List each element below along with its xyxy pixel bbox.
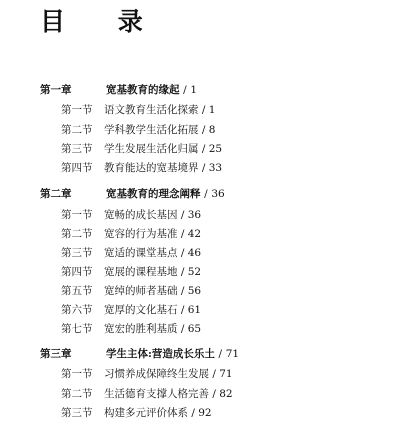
section-3-2-entry bbox=[61, 387, 233, 401]
section-number: 第一节 bbox=[61, 368, 93, 380]
page-number: 36 bbox=[211, 188, 225, 200]
page-separator: / bbox=[180, 304, 185, 316]
chapter-title: 宽基教育的理念阐释 bbox=[106, 188, 201, 200]
section-2-5-entry bbox=[61, 284, 201, 298]
page-number: 71 bbox=[225, 348, 240, 360]
section-number: 第四节 bbox=[61, 162, 93, 174]
section-number: 第四节 bbox=[61, 266, 93, 278]
chapter-number: 第一章 bbox=[40, 84, 72, 96]
section-2-1-entry bbox=[61, 208, 201, 222]
chapter-2-entry bbox=[40, 187, 225, 201]
section-number: 第三节 bbox=[61, 407, 93, 419]
page-number: 82 bbox=[219, 388, 233, 400]
page-number: 65 bbox=[187, 323, 202, 335]
page-separator: / bbox=[180, 247, 185, 259]
section-number: 第一节 bbox=[61, 104, 93, 116]
page-separator: / bbox=[180, 323, 185, 335]
page-separator: / bbox=[180, 228, 185, 240]
section-title: 语文教育生活化探索 bbox=[104, 104, 199, 116]
page-separator: / bbox=[183, 84, 187, 96]
section-title: 宽容的行为基准 bbox=[104, 228, 178, 240]
page-number: 46 bbox=[187, 247, 202, 259]
section-number: 第六节 bbox=[61, 304, 93, 316]
page-separator: / bbox=[180, 266, 185, 278]
page-number: 1 bbox=[208, 104, 216, 116]
page-separator: / bbox=[191, 407, 195, 419]
page-separator: / bbox=[218, 348, 223, 360]
section-1-4-entry bbox=[61, 161, 222, 175]
page-separator: / bbox=[204, 188, 208, 200]
page-number: 8 bbox=[208, 124, 216, 136]
section-1-3-entry bbox=[61, 142, 222, 156]
chapter-number: 第二章 bbox=[40, 188, 72, 200]
section-number: 第二节 bbox=[61, 124, 93, 136]
page-separator: / bbox=[201, 124, 206, 136]
section-title: 宽展的课程基地 bbox=[104, 266, 178, 278]
page-number: 1 bbox=[190, 84, 198, 96]
page-separator: / bbox=[201, 162, 206, 174]
section-number: 第一节 bbox=[61, 209, 93, 221]
section-title: 宽绰的师者基础 bbox=[104, 285, 178, 297]
section-title: 习惯养成保障终生发展 bbox=[104, 368, 209, 380]
section-number: 第二节 bbox=[61, 228, 93, 240]
section-title: 宽厚的文化基石 bbox=[104, 304, 178, 316]
page-number: 61 bbox=[187, 304, 202, 316]
section-number: 第三节 bbox=[61, 143, 93, 155]
section-2-6-entry bbox=[61, 303, 201, 317]
page-number: 42 bbox=[187, 228, 202, 240]
page-separator: / bbox=[212, 368, 216, 380]
section-title: 学科教学生活化拓展 bbox=[104, 124, 199, 136]
section-2-7-entry bbox=[61, 322, 201, 336]
section-title: 宽宏的胜利基质 bbox=[104, 323, 178, 335]
section-2-4-entry bbox=[61, 265, 201, 279]
section-title: 宽适的课堂基点 bbox=[104, 247, 178, 259]
chapter-1-entry bbox=[40, 83, 197, 97]
section-3-3-entry bbox=[61, 406, 212, 420]
section-title: 构建多元评价体系 bbox=[104, 407, 188, 419]
section-number: 第七节 bbox=[61, 323, 93, 335]
section-number: 第五节 bbox=[61, 285, 93, 297]
section-title: 宽畅的成长基因 bbox=[104, 209, 178, 221]
chapter-3-entry bbox=[40, 347, 239, 361]
page-number: 71 bbox=[219, 368, 233, 380]
page-separator: / bbox=[180, 285, 185, 297]
page-separator: / bbox=[201, 143, 206, 155]
page-number: 92 bbox=[198, 407, 212, 419]
section-title: 学生发展生活化归属 bbox=[104, 143, 199, 155]
page-separator: / bbox=[212, 388, 216, 400]
page-number: 56 bbox=[187, 285, 202, 297]
chapter-number: 第三章 bbox=[40, 348, 72, 360]
section-3-1-entry bbox=[61, 367, 233, 381]
page-number: 36 bbox=[187, 209, 202, 221]
section-title: 教育能达的宽基境界 bbox=[104, 162, 199, 174]
section-1-1-entry bbox=[61, 103, 215, 117]
page-number: 25 bbox=[208, 143, 223, 155]
section-title: 生活德育支撑人格完善 bbox=[104, 388, 209, 400]
page-title: 目 录 bbox=[40, 7, 165, 36]
section-2-2-entry bbox=[61, 227, 201, 241]
page-separator: / bbox=[201, 104, 206, 116]
page-number: 52 bbox=[187, 266, 202, 278]
chapter-title: 学生主体:营造成长乐土 bbox=[106, 348, 215, 360]
section-1-2-entry bbox=[61, 123, 215, 137]
section-number: 第三节 bbox=[61, 247, 93, 259]
section-number: 第二节 bbox=[61, 388, 93, 400]
page-separator: / bbox=[180, 209, 185, 221]
page-number: 33 bbox=[208, 162, 223, 174]
section-2-3-entry bbox=[61, 246, 201, 260]
chapter-title: 宽基教育的缘起 bbox=[106, 84, 180, 96]
